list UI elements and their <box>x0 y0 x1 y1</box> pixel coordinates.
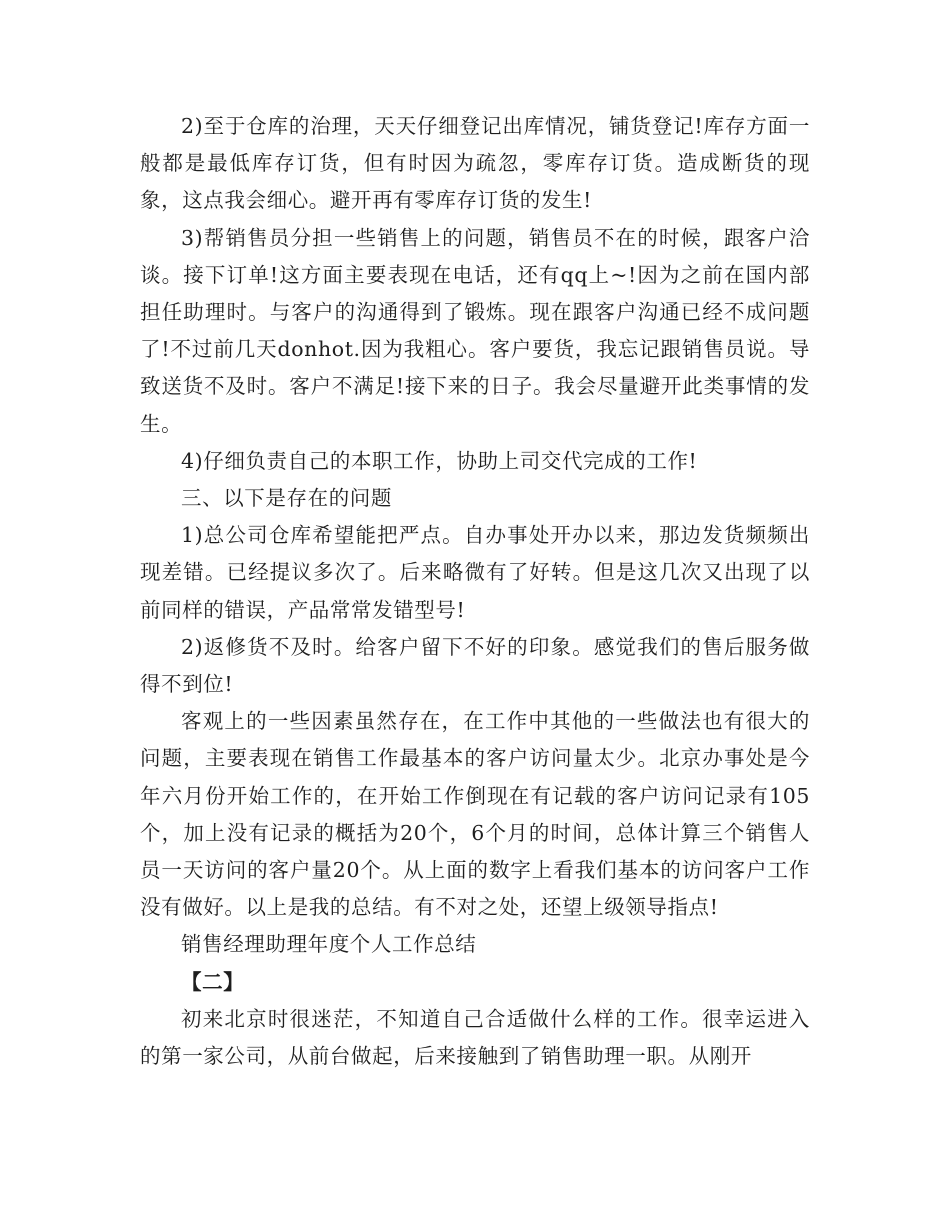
paragraph-intro: 初来北京时很迷茫，不知道自己合适做什么样的工作。很幸运进入的第一家公司，从前台做起，后来接触到了销售助理一职。从刚开 <box>140 1006 810 1069</box>
paragraph-problem-1: 1)总公司仓库希望能把严点。自办事处开办以来，那边发货频频出现差错。已经提议多次了。后来略微有了好转。但是这几次又出现了以前同样的错误，产品常常发错型号! <box>140 523 810 622</box>
document-title: 销售经理助理年度个人工作总结 <box>181 932 477 957</box>
document-page <box>140 108 810 1075</box>
paragraph-sales-assist: 3)帮销售员分担一些销售上的问题，销售员不在的时候，跟客户洽谈。接下订单!这方面主要表现在电话，还有qq上~!因为之前在国内部担任助理时。与客户的沟通得到了锻炼。现在跟客户沟通已经不成问题了!不过前几天donhot.因为我粗心。客户要货，我忘记跟销售员说。导致送货不及时。客户不满足!接下来的日子。我会尽量避开此类事情的发生。 <box>140 225 810 436</box>
paragraph-problem-2: 2)返修货不及时。给客户留下不好的印象。感觉我们的售后服务做得不到位! <box>140 634 810 697</box>
paragraph-warehouse: 2)至于仓库的治理，天天仔细登记出库情况，铺货登记!库存方面一般都是最低库存订货，但有时因为疏忽，零库存订货。造成断货的现象，这点我会细心。避开再有零库存订货的发生! <box>140 114 810 213</box>
section-marker: 【二】 <box>181 969 245 994</box>
paragraph-duties: 4)仔细负责自己的本职工作，协助上司交代完成的工作! <box>181 448 698 473</box>
section-heading-problems: 三、以下是存在的问题 <box>181 486 392 511</box>
paragraph-objective: 客观上的一些因素虽然存在，在工作中其他的一些做法也有很大的问题，主要表现在销售工作最基本的客户访问量太少。北京办事处是今年六月份开始工作的，在开始工作倒现在有记载的客户访问记录有105个，加上没有记录的概括为20个，6个月的时间，总体计算三个销售人员一天访问的客户量20个。从上面的数字上看我们基本的访问客户工作没有做好。以上是我的总结。有不对之处，还望上级领导指点! <box>140 709 810 920</box>
